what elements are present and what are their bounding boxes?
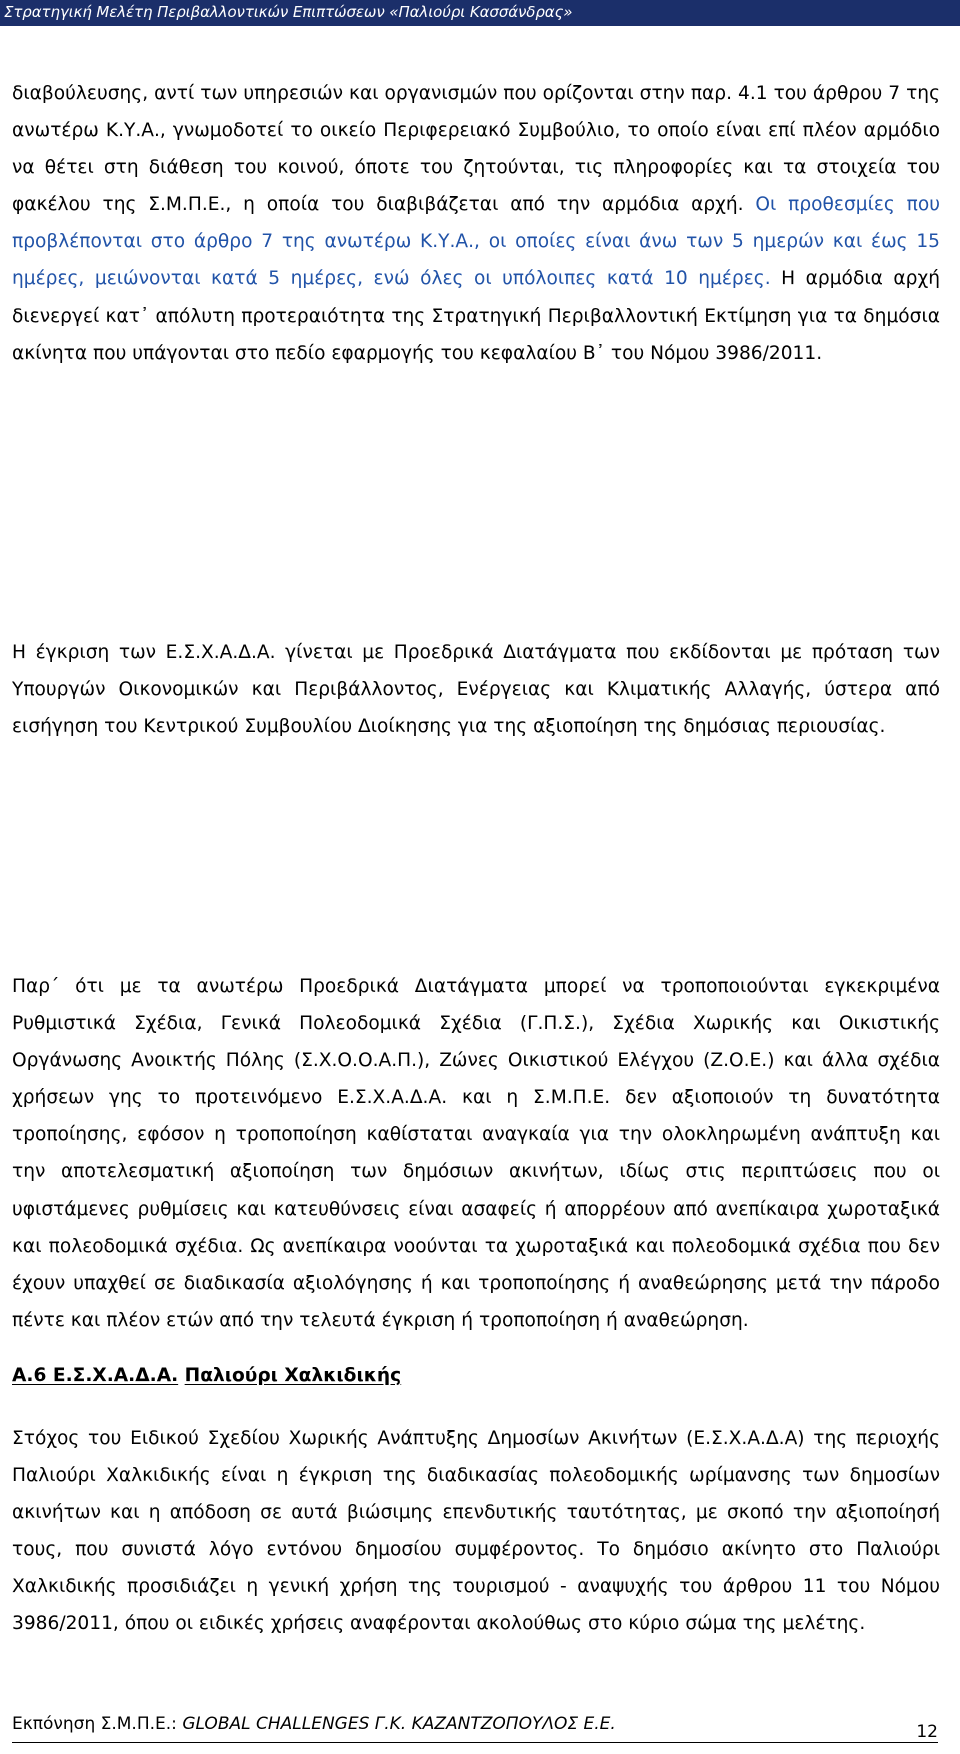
footer-firm: GLOBAL CHALLENGES Γ.Κ. ΚΑΖΑΝΤΖΟΠΟΥΛΟΣ Ε.Ε. <box>182 1714 616 1734</box>
section-heading-title: Παλιούρι Χαλκιδικής <box>184 1365 402 1386</box>
page-footer <box>12 1714 616 1734</box>
section-heading <box>12 1363 401 1389</box>
paragraph-amendment: Παρ΄ ότι με τα ανωτέρω Προεδρικά Διατάγματα μπορεί να τροποποιούνται εγκεκριμένα Ρυθμιστικά Σχέδια, Γενικά Πολεοδομικά Σχέδια (Γ.Π.Σ.), Σχέδια Χωρικής και Οικιστικής Οργάνωσης Ανοικτής Πόλης (Σ.Χ.Ο.Ο.Α.Π.), Ζώνες Οικιστικού Ελέγχου (Ζ.Ο.Ε.) και άλλα σχέδια χρήσεων γης το προτεινόμενο Ε.Σ.Χ.Α.Δ.Α. και η Σ.Μ.Π.Ε. δεν αξιοποιούν τη δυνατότητα τροποίησης, εφόσον η τροποποίηση καθίσταται αναγκαία για την ολοκληρωμένη ανάπτυξη και την αποτελεσματική αξιοποίηση των δημόσιων ακινήτων, ιδίως στις περιπτώσεις που οι υφιστάμενες ρυθμίσεις και κατευθύνσεις είναι ασαφείς ή απορρέουν από ανεπίκαιρα χωροταξικά και πολεοδομικά σχέδια. Ως ανεπίκαιρα νοούνται τα χωροταξικά και πολεοδομικά σχέδια που δεν έχουν υπαχθεί σε διαδικασία αξιολόγησης ή και τροποποίησης ή αναθεώρησης μετά την πάροδο πέντε και πλέον ετών από την τελευτά έγκριση ή τροποποίηση ή αναθεώρηση. <box>12 976 940 1331</box>
paragraph-consultation-part-a: διαβούλευσης, αντί των υπηρεσιών και οργανισμών που ορίζονται στην παρ. 4.1 του άρθρου 7 της ανωτέρω Κ.Υ.Α., γνωμοδοτεί το οικείο Περιφερειακό Συμβούλιο, το οποίο είναι επί πλέον αρμόδιο να θέτει στη διάθεση του κοινού, όποτε του ζητούνται, τις πληροφορίες και τα στοιχεία του φακέλου της Σ.Μ.Π.Ε., η οποία του διαβιβάζεται από την αρμόδια αρχή. <box>12 83 940 216</box>
paragraph-consultation-part-c: Η αρμόδια αρχή διενεργεί κατ᾽ απόλυτη προτεραιότητα της Στρατηγική Περιβαλλοντική Εκτίμηση για τα δημόσια ακίνητα που υπάγονται στο πεδίο εφαρμογής του κεφαλαίου Β᾽ του Νόμου 3986/2011. <box>12 268 940 364</box>
document-title: Στρατηγική Μελέτη Περιβαλλοντικών Επιπτώσεων «Παλιούρι Κασσάνδρας» <box>4 3 573 21</box>
paragraph-consultation-deadlines: Οι προθεσμίες που προβλέπονται στο άρθρο 7 της ανωτέρω Κ.Υ.Α., οι οποίες είναι άνω των 5 ημερών και έως 15 ημέρες, μειώνονται κατά 5 ημέρες, ενώ όλες οι υπόλοιπες κατά 10 ημέρες. <box>12 194 941 290</box>
paragraph-approval: Η έγκριση των Ε.Σ.Χ.Α.Δ.Α. γίνεται με Προεδρικά Διατάγματα που εκδίδονται με πρόταση των Υπουργών Οικονομικών και Περιβάλλοντος, Ενέργειας και Κλιματικής Αλλαγής, ύστερα από εισήγηση του Κεντρικού Συμβουλίου Διοίκησης για της αξιοποίηση της δημόσιας περιουσίας. <box>12 642 940 738</box>
page-number: 12 <box>916 1722 938 1742</box>
footer-divider <box>12 1742 938 1743</box>
section-heading-number: Α.6 Ε.Σ.Χ.Α.Δ.Α. <box>12 1365 179 1386</box>
paragraph-objective: Στόχος του Ειδικού Σχεδίου Χωρικής Ανάπτυξης Δημοσίων Ακινήτων (Ε.Σ.Χ.Α.Δ.Α) της περιοχής Παλιούρι Χαλκιδικής είναι η έγκριση της διαδικασίας πολεοδομικής ωρίμανσης των δημοσίων ακινήτων και η απόδοση σε αυτά βιώσιμης επενδυτικής ταυτότητας, με σκοπό την αξιοποίησή τους, που συνιστά λόγο εντόνου δημοσίου συμφέροντος. Το δημόσιο ακίνητο στο Παλιούρι Χαλκιδικής προσιδιάζει η γενική χρήση της τουρισμού - αναψυχής του άρθρου 11 του Νόμου 3986/2011, όπου οι ειδικές χρήσεις αναφέρονται ακολούθως στο κύριο σώμα της μελέτης. <box>12 1428 940 1635</box>
footer-prefix: Εκπόνηση Σ.Μ.Π.Ε.: <box>12 1714 183 1734</box>
page-header-bar <box>0 0 960 26</box>
paragraph-consultation <box>12 75 940 372</box>
